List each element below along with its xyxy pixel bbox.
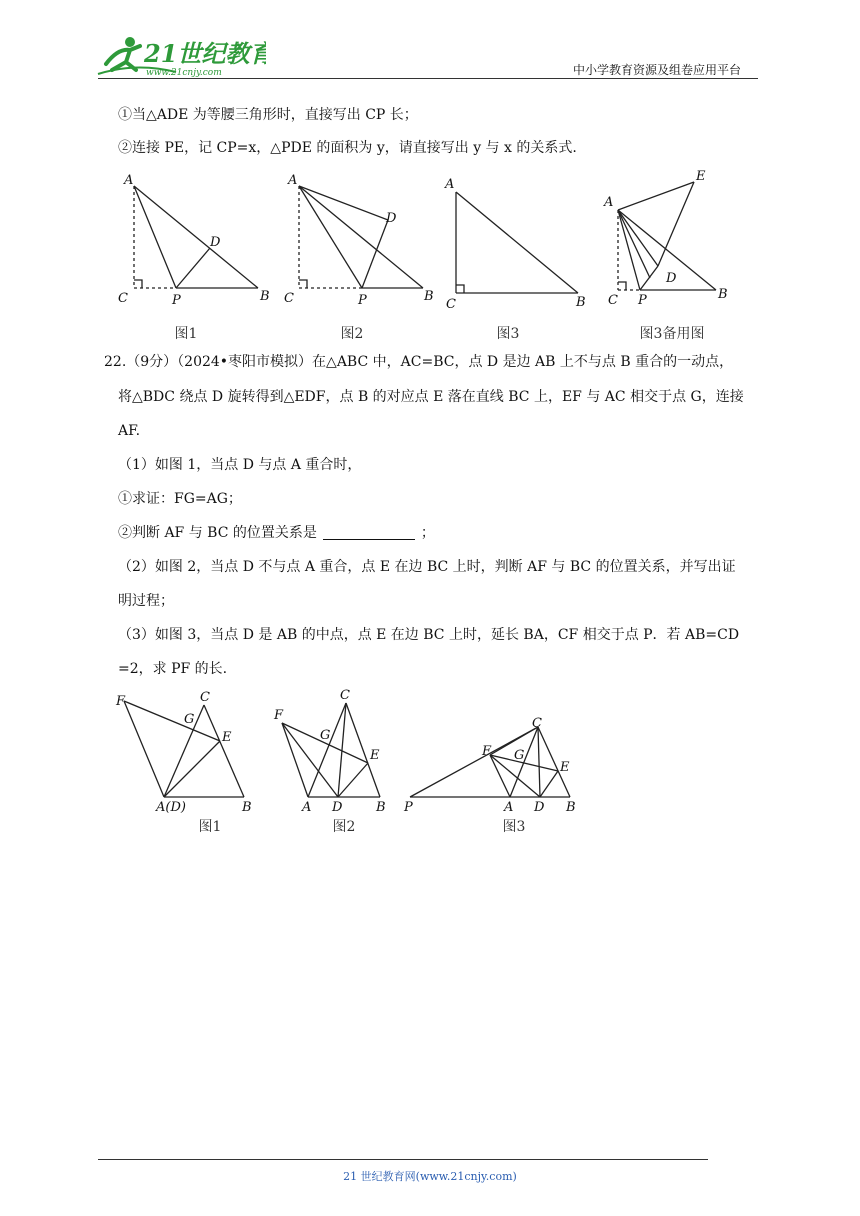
svg-text:E: E bbox=[222, 730, 232, 745]
question-line-2: ②连接 PE，记 CP=x，△PDE 的面积为 y，请直接写出 y 与 x 的关系式. bbox=[118, 140, 577, 156]
svg-text:A: A bbox=[124, 173, 134, 188]
svg-text:P: P bbox=[172, 293, 181, 308]
q22-part3-line-2: =2，求 PF 的长. bbox=[118, 661, 228, 677]
svg-text:C: C bbox=[446, 297, 456, 312]
runner-logo-icon bbox=[96, 34, 266, 78]
svg-text:C: C bbox=[118, 291, 128, 306]
svg-text:P: P bbox=[638, 293, 647, 308]
svg-text:G: G bbox=[514, 748, 525, 763]
site-logo bbox=[96, 34, 266, 78]
svg-text:B: B bbox=[566, 800, 576, 815]
svg-text:C: C bbox=[200, 690, 210, 705]
q22-line-1: 22.（9分）（2024•枣阳市模拟）在△ABC 中，AC=BC，点 D 是边 AB 上不与点 B 重合的一动点， bbox=[104, 354, 734, 370]
svg-text:C: C bbox=[608, 293, 618, 308]
logo-text: 21世纪教育 bbox=[144, 39, 266, 68]
svg-text:A: A bbox=[604, 195, 614, 210]
svg-text:E: E bbox=[696, 169, 706, 184]
q22-part1-a: ①求证：FG=AG； bbox=[118, 491, 242, 507]
q22-line-2: 将△BDC 绕点 D 旋转得到△EDF，点 B 的对应点 E 落在直线 BC 上，EF 与 AC 相交于点 G，连接 bbox=[118, 389, 744, 405]
svg-text:A: A bbox=[288, 173, 298, 188]
svg-text:A: A bbox=[504, 800, 514, 815]
svg-text:F: F bbox=[274, 708, 284, 723]
fig-label-b3: 图3 bbox=[502, 819, 526, 835]
svg-text:G: G bbox=[184, 712, 195, 727]
question-line-1: ①当△ADE 为等腰三角形时，直接写出 CP 长； bbox=[118, 107, 418, 123]
svg-text:B: B bbox=[576, 295, 586, 310]
q22-part1-b-text: ②判断 AF 与 BC 的位置关系是 bbox=[118, 525, 317, 541]
svg-text:D: D bbox=[332, 800, 343, 815]
q22-line-3: AF. bbox=[118, 423, 141, 439]
q22-part2-line-1: （2）如图 2，当点 D 不与点 A 重合，点 E 在边 BC 上时，判断 AF 与 BC 的位置关系，并写出证 bbox=[118, 559, 736, 575]
svg-text:P: P bbox=[358, 293, 367, 308]
svg-text:A(D): A(D) bbox=[156, 800, 186, 815]
footer-link[interactable]: 21 世纪教育网(www.21cnjy.com) bbox=[343, 1170, 517, 1183]
svg-text:C: C bbox=[284, 291, 294, 306]
fig-label-b1: 图1 bbox=[198, 819, 222, 835]
bottom-figures-svg bbox=[110, 685, 590, 840]
svg-text:D: D bbox=[534, 800, 545, 815]
bottom-figures bbox=[110, 685, 590, 840]
svg-text:B: B bbox=[242, 800, 252, 815]
svg-text:E: E bbox=[560, 760, 570, 775]
svg-text:D: D bbox=[666, 271, 677, 286]
q22-part1-b-end: ； bbox=[420, 525, 435, 541]
fig-label-1: 图1 bbox=[174, 326, 198, 342]
fig-label-3-backup: 图3备用图 bbox=[639, 326, 705, 342]
svg-text:D: D bbox=[210, 235, 221, 250]
header-divider bbox=[98, 78, 758, 79]
svg-text:A: A bbox=[302, 800, 312, 815]
svg-text:B: B bbox=[718, 287, 728, 302]
svg-text:F: F bbox=[482, 744, 492, 759]
svg-text:G: G bbox=[320, 728, 331, 743]
svg-text:D: D bbox=[386, 211, 397, 226]
q22-part1-b bbox=[118, 523, 435, 543]
fig-label-b2: 图2 bbox=[332, 819, 356, 835]
svg-text:B: B bbox=[376, 800, 386, 815]
q22-part3-line-1: （3）如图 3，当点 D 是 AB 的中点，点 E 在边 BC 上时，延长 BA，CF 相交于点 P．若 AB=CD bbox=[118, 627, 740, 643]
svg-text:B: B bbox=[260, 289, 270, 304]
fig-label-2: 图2 bbox=[340, 326, 364, 342]
top-figures-svg bbox=[110, 168, 750, 348]
svg-text:A: A bbox=[445, 177, 455, 192]
footer-divider bbox=[98, 1159, 708, 1160]
svg-text:B: B bbox=[424, 289, 434, 304]
fig-label-3: 图3 bbox=[496, 326, 520, 342]
svg-text:E: E bbox=[370, 748, 380, 763]
logo-url: www.21cnjy.com bbox=[146, 68, 222, 78]
svg-text:C: C bbox=[532, 716, 542, 731]
q22-part2-line-2: 明过程； bbox=[118, 593, 174, 609]
top-figures bbox=[110, 168, 750, 348]
svg-text:P: P bbox=[404, 800, 413, 815]
header-platform-text: 中小学教育资源及组卷应用平台 bbox=[573, 63, 742, 77]
q22-part1: （1）如图 1，当点 D 与点 A 重合时， bbox=[118, 457, 362, 473]
answer-blank bbox=[323, 525, 415, 540]
svg-text:C: C bbox=[340, 688, 350, 703]
svg-text:F: F bbox=[116, 694, 126, 709]
